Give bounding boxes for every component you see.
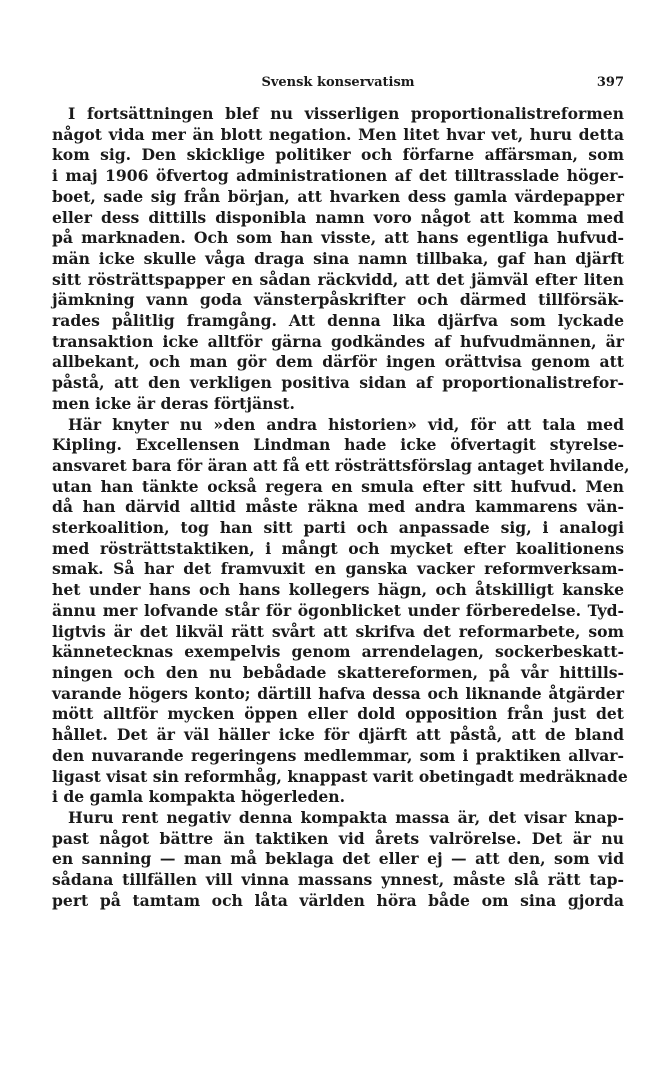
text-line: män icke skulle våga draga sina namn tillbaka, gaf han djärft <box>52 248 624 268</box>
text-line: ligtvis är det likväl rätt svårt att skrifva det reformarbete, som <box>52 621 624 641</box>
body-text <box>52 104 630 911</box>
text-line: med rösträttstaktiken, i mångt och mycket efter koalitionens <box>52 538 624 558</box>
text-line: past något bättre än taktiken vid årets valrörelse. Det är nu <box>52 828 624 848</box>
text-line: i de gamla kompakta högerleden. <box>52 787 346 807</box>
text-line: sitt rösträttspapper en sådan räckvidd, att det jämväl efter liten <box>52 269 624 289</box>
paragraph <box>52 104 624 415</box>
text-line: då han därvid alltid måste räkna med andra kammarens vän- <box>52 497 624 517</box>
text-line: den nuvarande regeringens medlemmar, som i praktiken allvar- <box>52 745 624 765</box>
text-line: kom sig. Den skicklige politiker och förfarne affärsman, som <box>52 145 624 165</box>
text-line: sterkoalition, tog han sitt parti och anpassade sig, i analogi <box>52 518 624 538</box>
text-line: i maj 1906 öfvertog administrationen af det tilltrasslade höger- <box>52 166 624 186</box>
text-line: jämkning vann goda vänsterpåskrifter och därmed tillförsäk- <box>52 290 624 310</box>
text-line: ansvaret bara för äran att få ett rösträttsförslag antaget hvilande, <box>52 455 630 475</box>
text-line: boet, sade sig från början, att hvarken dess gamla värdepapper <box>52 186 624 206</box>
text-line: rades pålitlig framgång. Att denna lika djärfva som lyckade <box>52 311 624 331</box>
running-title: Svensk konservatism <box>261 75 415 90</box>
text-line: hållet. Det är väl häller icke för djärft att påstå, att de bland <box>52 725 624 745</box>
text-line: I fortsättningen blef nu visserligen proportionalistreformen <box>68 104 624 123</box>
text-line: sådana tillfällen vill vinna massans ynnest, måste slå rätt tap- <box>52 870 624 890</box>
text-line: en sanning — man må beklaga det eller ej — att den, som vid <box>52 849 624 869</box>
text-line: pert på tamtam och låta världen höra både om sina gjorda <box>52 890 624 910</box>
text-line: eller dess dittills disponibla namn voro något att komma med <box>52 207 624 227</box>
text-line: kännetecknas exempelvis genom arrendelagen, sockerbeskatt- <box>52 642 624 662</box>
text-line: Huru rent negativ denna kompakta massa är, det visar knap- <box>68 807 624 827</box>
text-line: på marknaden. Och som han visste, att hans egentliga hufvud- <box>52 228 624 248</box>
text-line: Här knyter nu »den andra historien» vid, för att tala med <box>68 414 624 434</box>
text-line: men icke är deras förtjänst. <box>52 393 295 413</box>
running-header <box>52 75 624 97</box>
paragraph <box>52 808 624 912</box>
text-line: påstå, att den verkligen positiva sidan af proportionalistrefor- <box>52 373 624 393</box>
text-line: transaktion icke alltför gärna godkändes af hufvudmännen, är <box>52 331 624 351</box>
text-line: allbekant, och man gör dem därför ingen orättvisa genom att <box>52 352 624 372</box>
text-line: utan han tänkte också regera en smula efter sitt hufvud. Men <box>52 476 624 496</box>
text-line: ligast visat sin reformhåg, knappast varit obetingadt medräknade <box>52 766 628 786</box>
text-line: smak. Så har det framvuxit en ganska vacker reformverksam- <box>52 559 624 579</box>
text-line: ännu mer lofvande står för ögonblicket under förberedelse. Tyd- <box>52 600 624 620</box>
page-number: 397 <box>596 75 624 90</box>
text-line: het under hans och hans kollegers hägn, och åtskilligt kanske <box>52 580 624 600</box>
text-line: Kipling. Excellensen Lindman hade icke öfvertagit styrelse- <box>52 435 624 455</box>
text-line: varande högers konto; därtill hafva dessa och liknande åtgärder <box>52 683 624 703</box>
paragraph <box>52 414 630 808</box>
text-line: något vida mer än blott negation. Men litet hvar vet, huru detta <box>52 124 624 144</box>
text-line: mött alltför mycken öppen eller dold opposition från just det <box>52 704 624 724</box>
text-line: ningen och den nu bebådade skattereformen, på vår hittills- <box>52 662 624 682</box>
